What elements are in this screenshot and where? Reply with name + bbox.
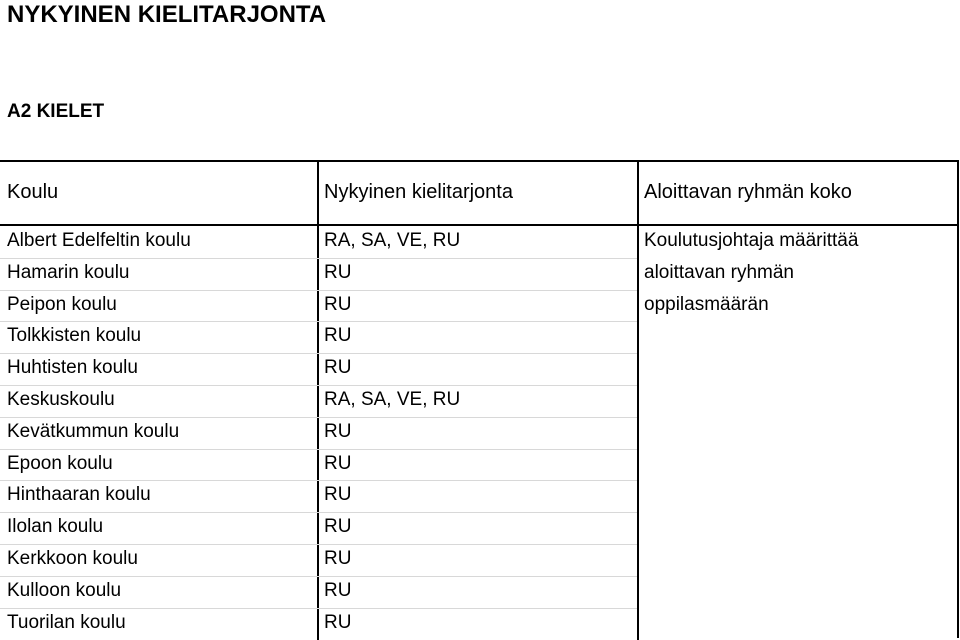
row-separator <box>0 512 637 513</box>
header-separator <box>0 224 959 226</box>
language-offering-cell: RA, SA, VE, RU <box>324 389 461 410</box>
language-offering-cell: RU <box>324 611 352 633</box>
row-separator <box>0 608 637 609</box>
school-name-cell: Peipon koulu <box>7 293 117 315</box>
language-offering-cell: RU <box>324 548 352 569</box>
row-separator <box>0 353 637 354</box>
school-name-cell: Hamarin koulu <box>7 261 130 283</box>
school-name-cell: Kulloon koulu <box>7 579 122 601</box>
column-divider <box>317 162 319 640</box>
row-separator <box>0 480 637 481</box>
group-size-note-line: aloittavan ryhmän <box>644 261 794 283</box>
column-header: Nykyinen kielitarjonta <box>324 181 513 203</box>
row-separator <box>0 290 637 291</box>
group-size-note-line: Koulutusjohtaja määrittää <box>644 230 859 251</box>
school-name-cell: Huhtisten koulu <box>7 357 138 379</box>
school-name-cell: Albert Edelfeltin koulu <box>7 230 191 251</box>
row-separator <box>0 544 637 545</box>
language-table <box>0 160 959 638</box>
section-title: A2 KIELET <box>7 101 105 122</box>
school-name-cell: Ilolan koulu <box>7 516 104 538</box>
school-name-cell: Kevätkummun koulu <box>7 420 180 442</box>
language-offering-cell: RU <box>324 516 352 538</box>
school-name-cell: Tolkkisten koulu <box>7 325 142 347</box>
school-name-cell: Tuorilan koulu <box>7 611 126 633</box>
language-offering-cell: RU <box>324 325 352 347</box>
language-offering-cell: RU <box>324 357 352 379</box>
row-separator <box>0 417 637 418</box>
language-offering-cell: RU <box>324 452 352 474</box>
column-header: Aloittavan ryhmän koko <box>644 181 852 203</box>
row-separator <box>0 385 637 386</box>
column-divider <box>637 162 639 640</box>
language-offering-cell: RU <box>324 484 352 506</box>
school-name-cell: Epoon koulu <box>7 452 113 474</box>
school-name-cell: Kerkkoon koulu <box>7 548 138 569</box>
language-offering-cell: RU <box>324 579 352 601</box>
row-separator <box>0 576 637 577</box>
language-offering-cell: RU <box>324 261 352 283</box>
school-name-cell: Hinthaaran koulu <box>7 484 151 506</box>
language-offering-cell: RA, SA, VE, RU <box>324 230 461 251</box>
school-name-cell: Keskuskoulu <box>7 389 115 410</box>
row-separator <box>0 449 637 450</box>
page-title: NYKYINEN KIELITARJONTA <box>7 1 327 28</box>
row-separator <box>0 258 637 259</box>
language-offering-cell: RU <box>324 420 352 442</box>
row-separator <box>0 321 637 322</box>
group-size-note-line: oppilasmäärän <box>644 293 769 315</box>
language-offering-cell: RU <box>324 293 352 315</box>
column-header: Koulu <box>7 181 59 203</box>
